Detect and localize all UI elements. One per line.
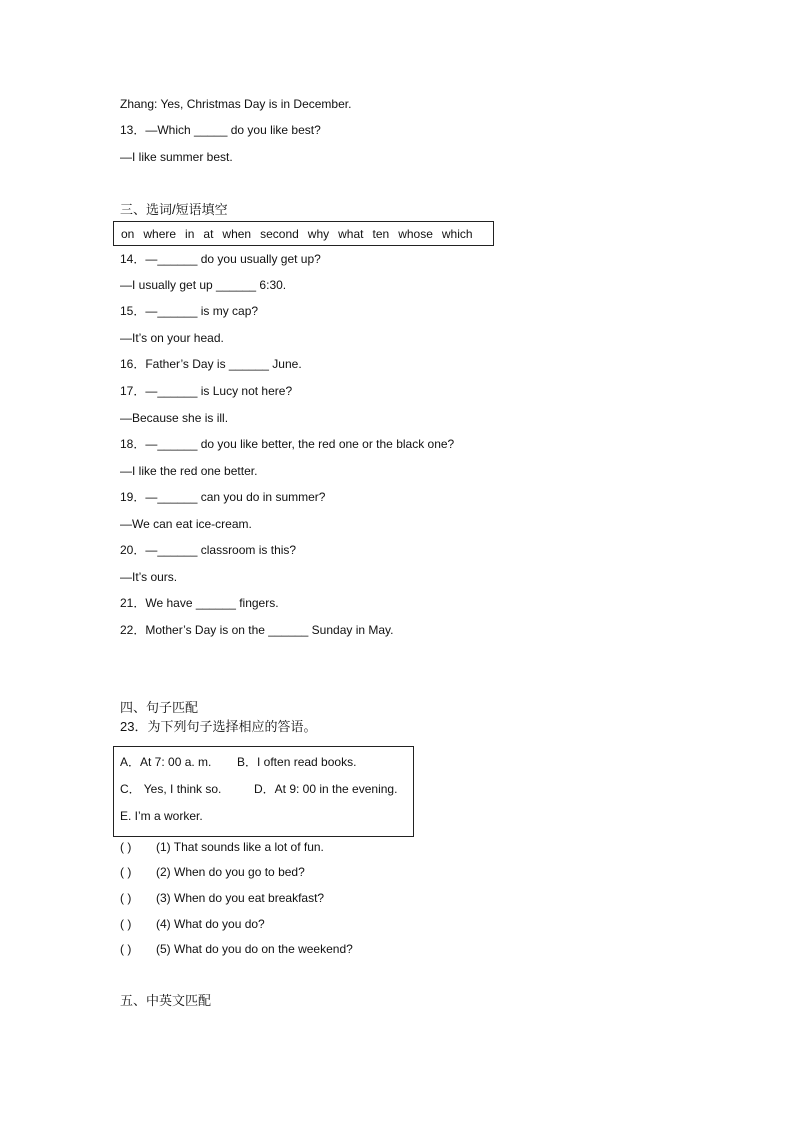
- answer-14: —I usually get up ______ 6:30.: [120, 278, 287, 292]
- word-bank-item: where: [143, 226, 177, 241]
- question-13: 13．—Which _____ do you like best?: [120, 123, 321, 137]
- answer-18: —I like the red one better.: [120, 464, 258, 478]
- word-bank-item: ten: [372, 226, 390, 241]
- option-b: B．I often read books.: [237, 755, 357, 769]
- answer-13: —I like summer best.: [120, 150, 233, 164]
- dialogue-line: Zhang: Yes, Christmas Day is in December.: [120, 97, 352, 111]
- answer-17: —Because she is ill.: [120, 411, 229, 425]
- answer-blank[interactable]: ( ): [120, 917, 132, 931]
- word-bank-item: in: [185, 226, 195, 241]
- question-14: 14．—______ do you usually get up?: [120, 252, 321, 266]
- answer-blank[interactable]: ( ): [120, 942, 132, 956]
- match-question-text: (5) What do you do on the weekend?: [156, 942, 353, 956]
- word-bank: [113, 221, 494, 246]
- section-three-heading: 三、选词/短语填空: [120, 202, 228, 217]
- match-question-text: (2) When do you go to bed?: [156, 865, 305, 879]
- question-19: 19．—______ can you do in summer?: [120, 490, 326, 504]
- answer-19: —We can eat ice-cream.: [120, 517, 252, 531]
- question-21: 21．We have ______ fingers.: [120, 596, 279, 610]
- option-c: C． Yes, I think so.: [120, 782, 222, 796]
- match-question: [120, 839, 324, 855]
- match-question: [120, 864, 305, 880]
- question-23-instruction: 23．为下列句子选择相应的答语。: [120, 719, 317, 734]
- question-18: 18．—______ do you like better, the red one or the black one?: [120, 437, 455, 451]
- word-bank-item: second: [260, 226, 299, 241]
- answer-options-box: [113, 746, 414, 837]
- question-15: 15．—______ is my cap?: [120, 304, 259, 318]
- option-a: A．At 7: 00 a. m.: [120, 755, 212, 769]
- match-question-text: (1) That sounds like a lot of fun.: [156, 840, 324, 854]
- word-bank-item: whose: [398, 226, 433, 241]
- option-e: E. I’m a worker.: [120, 809, 203, 823]
- word-bank-item: when: [222, 226, 252, 241]
- answer-20: —It’s ours.: [120, 570, 178, 584]
- question-20: 20．—______ classroom is this?: [120, 543, 297, 557]
- match-question-text: (3) When do you eat breakfast?: [156, 891, 325, 905]
- answer-15: —It’s on your head.: [120, 331, 224, 345]
- word-bank-item: at: [203, 226, 214, 241]
- question-22: 22．Mother’s Day is on the ______ Sunday in May.: [120, 623, 394, 637]
- option-d: D．At 9: 00 in the evening.: [254, 782, 398, 796]
- answer-blank[interactable]: ( ): [120, 840, 132, 854]
- word-bank-item: what: [338, 226, 364, 241]
- match-question: [120, 890, 324, 906]
- match-question: [120, 916, 265, 932]
- answer-blank[interactable]: ( ): [120, 891, 132, 905]
- word-bank-item: why: [307, 226, 330, 241]
- match-question: [120, 941, 353, 957]
- word-bank-item: which: [441, 226, 473, 241]
- word-bank-item: on: [121, 226, 135, 241]
- match-question-text: (4) What do you do?: [156, 917, 265, 931]
- section-five-heading: 五、中英文匹配: [120, 993, 212, 1008]
- section-four-heading: 四、句子匹配: [120, 700, 199, 715]
- question-17: 17．—______ is Lucy not here?: [120, 384, 293, 398]
- question-16: 16．Father’s Day is ______ June.: [120, 357, 302, 371]
- answer-blank[interactable]: ( ): [120, 865, 132, 879]
